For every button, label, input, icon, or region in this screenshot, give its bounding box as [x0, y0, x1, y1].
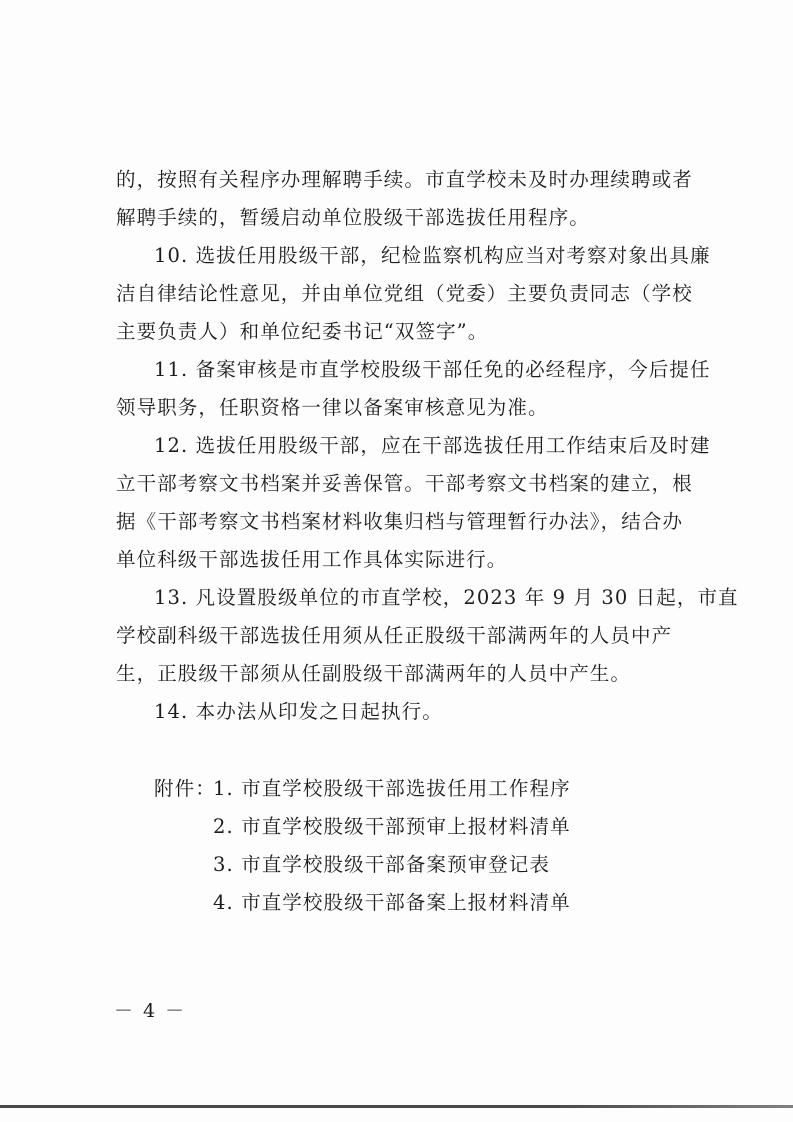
body-line: 主要负责人）和单位纪委书记“双签字”。 [116, 320, 489, 343]
body-line: 解聘手续的，暂缓启动单位股级干部选拔任用程序。 [116, 206, 590, 229]
clause-13: 13. 凡设置股级单位的市直学校，2023 年 9 月 30 日起，市直 [154, 586, 739, 609]
body-line: 学校副科级干部选拔任用须从任正股级干部满两年的人员中产 [116, 624, 673, 647]
clause-10: 10. 选拔任用股级干部，纪检监察机构应当对考察对象出具廉 [154, 244, 711, 267]
attachment-item: 1. 市直学校股级干部选拔任用工作程序 [213, 777, 571, 800]
body-line: 单位科级干部选拔任用工作具体实际进行。 [116, 548, 508, 571]
page-number: － 4 － [114, 1000, 187, 1022]
body-line: 领导职务，任职资格一律以备案审核意见为准。 [116, 396, 549, 419]
attachment-item: 4. 市直学校股级干部备案上报材料清单 [213, 891, 571, 914]
body-line: 据《干部考察文书档案材料收集归档与管理暂行办法》，结合办 [116, 510, 684, 533]
body-line: 生，正股级干部须从任副股级干部满两年的人员中产生。 [116, 662, 632, 685]
body-line: 的，按照有关程序办理解聘手续。市直学校未及时办理续聘或者 [116, 168, 693, 191]
body-line: 洁自律结论性意见，并由单位党组（党委）主要负责同志（学校 [116, 282, 693, 305]
scan-edge-divider [0, 1105, 793, 1108]
clause-11: 11. 备案审核是市直学校股级干部任免的必经程序，今后提任 [154, 358, 711, 381]
attachment-item: 3. 市直学校股级干部备案预审登记表 [213, 853, 551, 876]
clause-14: 14. 本办法从印发之日起执行。 [154, 700, 443, 723]
attachments-heading: 附件： [154, 777, 216, 800]
clause-12: 12. 选拔任用股级干部，应在干部选拔任用工作结束后及时建 [154, 434, 711, 457]
attachment-item: 2. 市直学校股级干部预审上报材料清单 [213, 815, 571, 838]
body-line: 立干部考察文书档案并妥善保管。干部考察文书档案的建立，根 [116, 472, 693, 495]
